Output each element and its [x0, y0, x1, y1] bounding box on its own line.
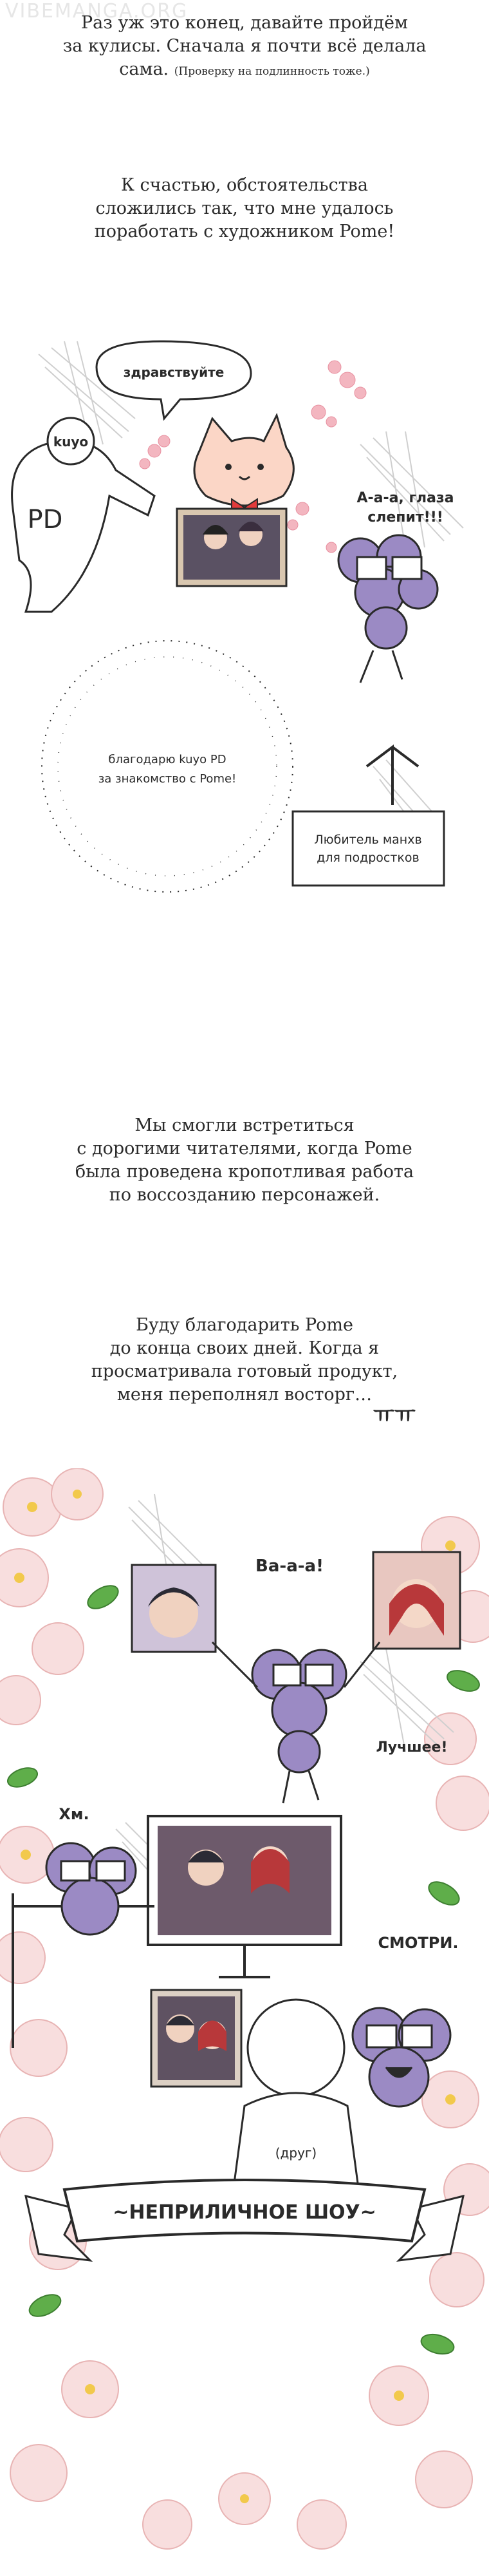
thank-line-4: меня переполнял восторг…: [116, 1385, 373, 1405]
panel-introduction-illustration: [0, 303, 489, 960]
luck-line-2: сложились так, что мне удалось: [95, 198, 394, 218]
greeting-text: здравствуйте: [123, 365, 225, 380]
blind-text-2: слепит!!!: [367, 509, 443, 526]
thanks-text-2: за знакомство с Pome!: [98, 772, 237, 786]
panel-celebration-illustration: [0, 1468, 489, 2576]
tears-text: ㅠㅠ: [373, 1403, 416, 1428]
grape-character: [338, 535, 438, 683]
thank-text: [0, 1314, 489, 1406]
intro-text: [0, 12, 489, 83]
grape-character-watching: [46, 1843, 136, 1935]
held-picture: [151, 1990, 241, 2087]
friend-character: [232, 2000, 360, 2202]
thanks-burst: [42, 641, 293, 892]
thank-line-1: Буду благодарить Pome: [136, 1315, 353, 1335]
grape-character-cheering: [212, 1642, 380, 1803]
monitor-screen: [148, 1816, 341, 1977]
luck-line-1: К счастью, обстоятельства: [121, 175, 368, 195]
best-text: Лучшее!: [376, 1739, 448, 1756]
luck-text: [0, 174, 489, 243]
intro-line-3-note: (Проверку на подлинность тоже.): [174, 65, 370, 78]
hm-text: Хм.: [59, 1805, 89, 1823]
fan-sign: [293, 747, 444, 886]
pd-label: PD: [27, 505, 63, 535]
picture-frame-couple: [177, 509, 286, 586]
sign-text-2: для подростков: [317, 851, 420, 865]
thanks-text-1: благодарю kuyo PD: [108, 753, 226, 766]
intro-line-3-main: сама.: [119, 59, 169, 79]
portrait-red-haired-woman: [373, 1552, 460, 1649]
portrait-dark-haired-man: [132, 1565, 216, 1652]
waa-text: Ва-а-а!: [255, 1557, 324, 1576]
banner-text: ~НЕПРИЛИЧНОЕ ШОУ~: [113, 2201, 376, 2224]
luck-line-3: поработать с художником Pome!: [94, 222, 395, 242]
thank-line-3: просматривала готовый продукт,: [91, 1361, 398, 1381]
watermark: VIBEMANGA.ORG: [5, 0, 189, 23]
look-text: СМОТРИ.: [378, 1934, 459, 1952]
meet-line-3: была проведена кропотливая работа: [75, 1162, 414, 1182]
thank-line-2: до конца своих дней. Когда я: [109, 1338, 380, 1358]
blind-text-1: А-а-а, глаза: [356, 490, 454, 506]
meet-line-2: с дорогими читателями, когда Pome: [77, 1139, 412, 1159]
greeting-bubble: [97, 341, 251, 419]
sign-text-1: Любитель манхв: [314, 833, 422, 847]
intro-line-2: за кулисы. Сначала я почти всё делала: [62, 36, 427, 56]
cat-character: [194, 415, 293, 515]
meet-line-4: по воссозданию персонажей.: [109, 1185, 380, 1205]
meet-line-1: Мы смогли встретиться: [134, 1115, 355, 1135]
title-banner: [26, 2180, 463, 2260]
kuyo-bubble-text: kuyo: [53, 434, 89, 450]
meet-text: [0, 1114, 489, 1207]
intro-line-1: Раз уж это конец, давайте пройдём: [80, 13, 409, 33]
friend-text: (друг): [275, 2145, 317, 2161]
intro-line-3: [0, 58, 489, 83]
